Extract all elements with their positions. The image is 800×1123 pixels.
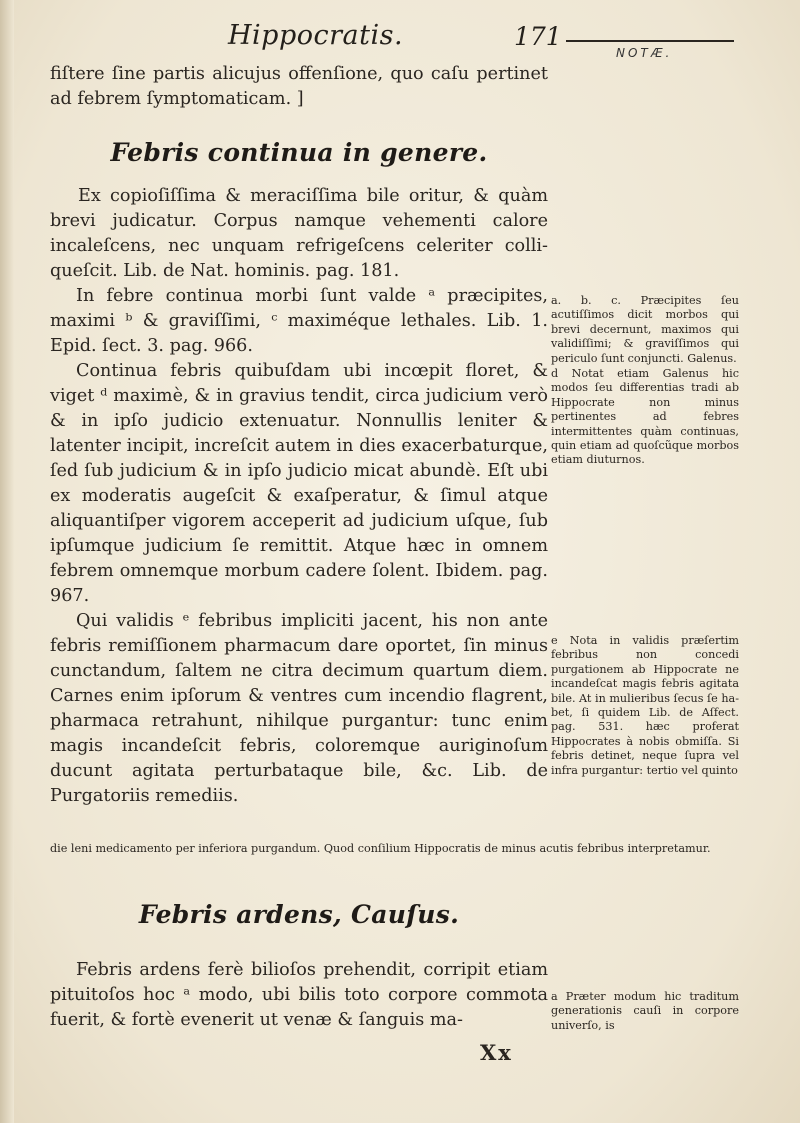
- continuation-text: [50, 62, 548, 112]
- paragraph-1: Ex copioſiſſima & meraciſſima bile oritur, & quàm brevi judicatur. Corpus namque vehementi calore incaleſcens, nec unquam refrigeſcens celeriter colliqueſcit. Lib. de Nat. hominis. pag. 181.: [50, 186, 548, 281]
- paragraph-4: Qui validis ᵉ febribus impliciti jacent, his non ante febris remiſſionem pharmacum dare oportet, ſin minus cunctandum, ſaltem ne citra decimum quartum diem. Carnes enim ipſorum & ventres cum incendio flagrent, pharmaca retrahunt, nihilque purgantur: tunc enim magis incandeſcit febris, coloremque auriginoſum ducunt agitata perturbataque bile, &c. Lib. de Purgatoriis remediis.: [50, 611, 548, 806]
- page-gutter: [0, 0, 14, 1123]
- marginal-notes-ardens: [551, 990, 739, 1034]
- section-title-febris-ardens: Febris ardens, Cauſus.: [138, 900, 460, 929]
- running-head: Hippocratis.: [228, 20, 404, 51]
- section-body-febris-ardens: [50, 958, 548, 1033]
- note-ardens-a: a Præter modum hic traditum generationis cauſi in corpore univerſo, is: [551, 990, 739, 1032]
- section-body-febris-continua: [50, 184, 548, 809]
- signature-mark: Xx: [480, 1040, 513, 1065]
- marginal-notes-e: [551, 634, 739, 779]
- note-e: e Nota in validis præſertim febribus non concedi purgationem ab Hippocrate ne incandeſcat magis febris agitata bile. At in mulieribus ſecus ſe habet, ſi quidem Lib. de Aſfect. pag. 531. hæc proferat Hippocrates à nobis obmiſſa. Si febris detinet, neque ſupra vel infra purgantur: tertio vel quinto: [551, 634, 740, 777]
- paragraph-2: In febre continua morbi ſunt valde ᵃ præcipites, maximi ᵇ & graviſſimi, ᶜ maximéque lethales. Lib. 1. Epid. ſect. 3. pag. 966.: [50, 286, 548, 356]
- section-title-febris-continua: Febris continua in genere.: [110, 138, 488, 167]
- notes-heading: NOTÆ.: [616, 46, 673, 60]
- paragraph-ardens-1: Febris ardens ferè bilioſos prehendit, corripit etiam pituitoſos hoc ᵃ modo, ubi bilis toto corpore commota fuerit, & fortè evenerit ut venæ & ſanguis ma-: [50, 960, 548, 1030]
- note-continuation: die leni medicamento per inferiora purgandum. Quod conſilium Hippocratis de minus acutis febribus interpretamur.: [50, 842, 711, 855]
- page-header: [228, 18, 748, 60]
- header-rule: [566, 40, 734, 42]
- page-number: 171: [514, 22, 562, 51]
- note-abc: a. b. c. Præcipites ſeu acutiſſimos dicit morbos qui brevi decernunt, maximos qui validiſſimi; & graviſſimos qui periculo ſunt conjuncti. Galenus.: [551, 294, 739, 365]
- continuation-paragraph: fiſtere ſine partis alicujus offenſione, quo caſu pertinet ad febrem ſymptomaticam. ]: [50, 64, 548, 109]
- marginal-notes-a-d: [551, 294, 739, 469]
- paragraph-3: Continua febris quibuſdam ubi incœpit floret, & viget ᵈ maximè, & in gravius tendit, circa judicium verò & in ipſo judicio extenuatur. Nonnullis leniter & latenter incipit, increſcit autem in dies exacerbaturque, ſed ſub judicium & in ipſo judicio micat abundè. Eſt ubi ex moderatis augeſcit & exaſperatur, & ſimul atque aliquantiſper vigorem acceperit ad judicium uſque, ſub ipſumque judicium ſe remittit. Atque hæc in omnem febrem omnemque morbum cadere ſolent. Ibidem. pag. 967.: [50, 361, 548, 606]
- note-d: d Notat etiam Galenus hic modos ſeu differentias tradi ab Hippocrate non minus pertinentes ad febres intermittentes quàm continuas, quin etiam ad quoſcũque morbos etiam diuturnos.: [551, 367, 739, 467]
